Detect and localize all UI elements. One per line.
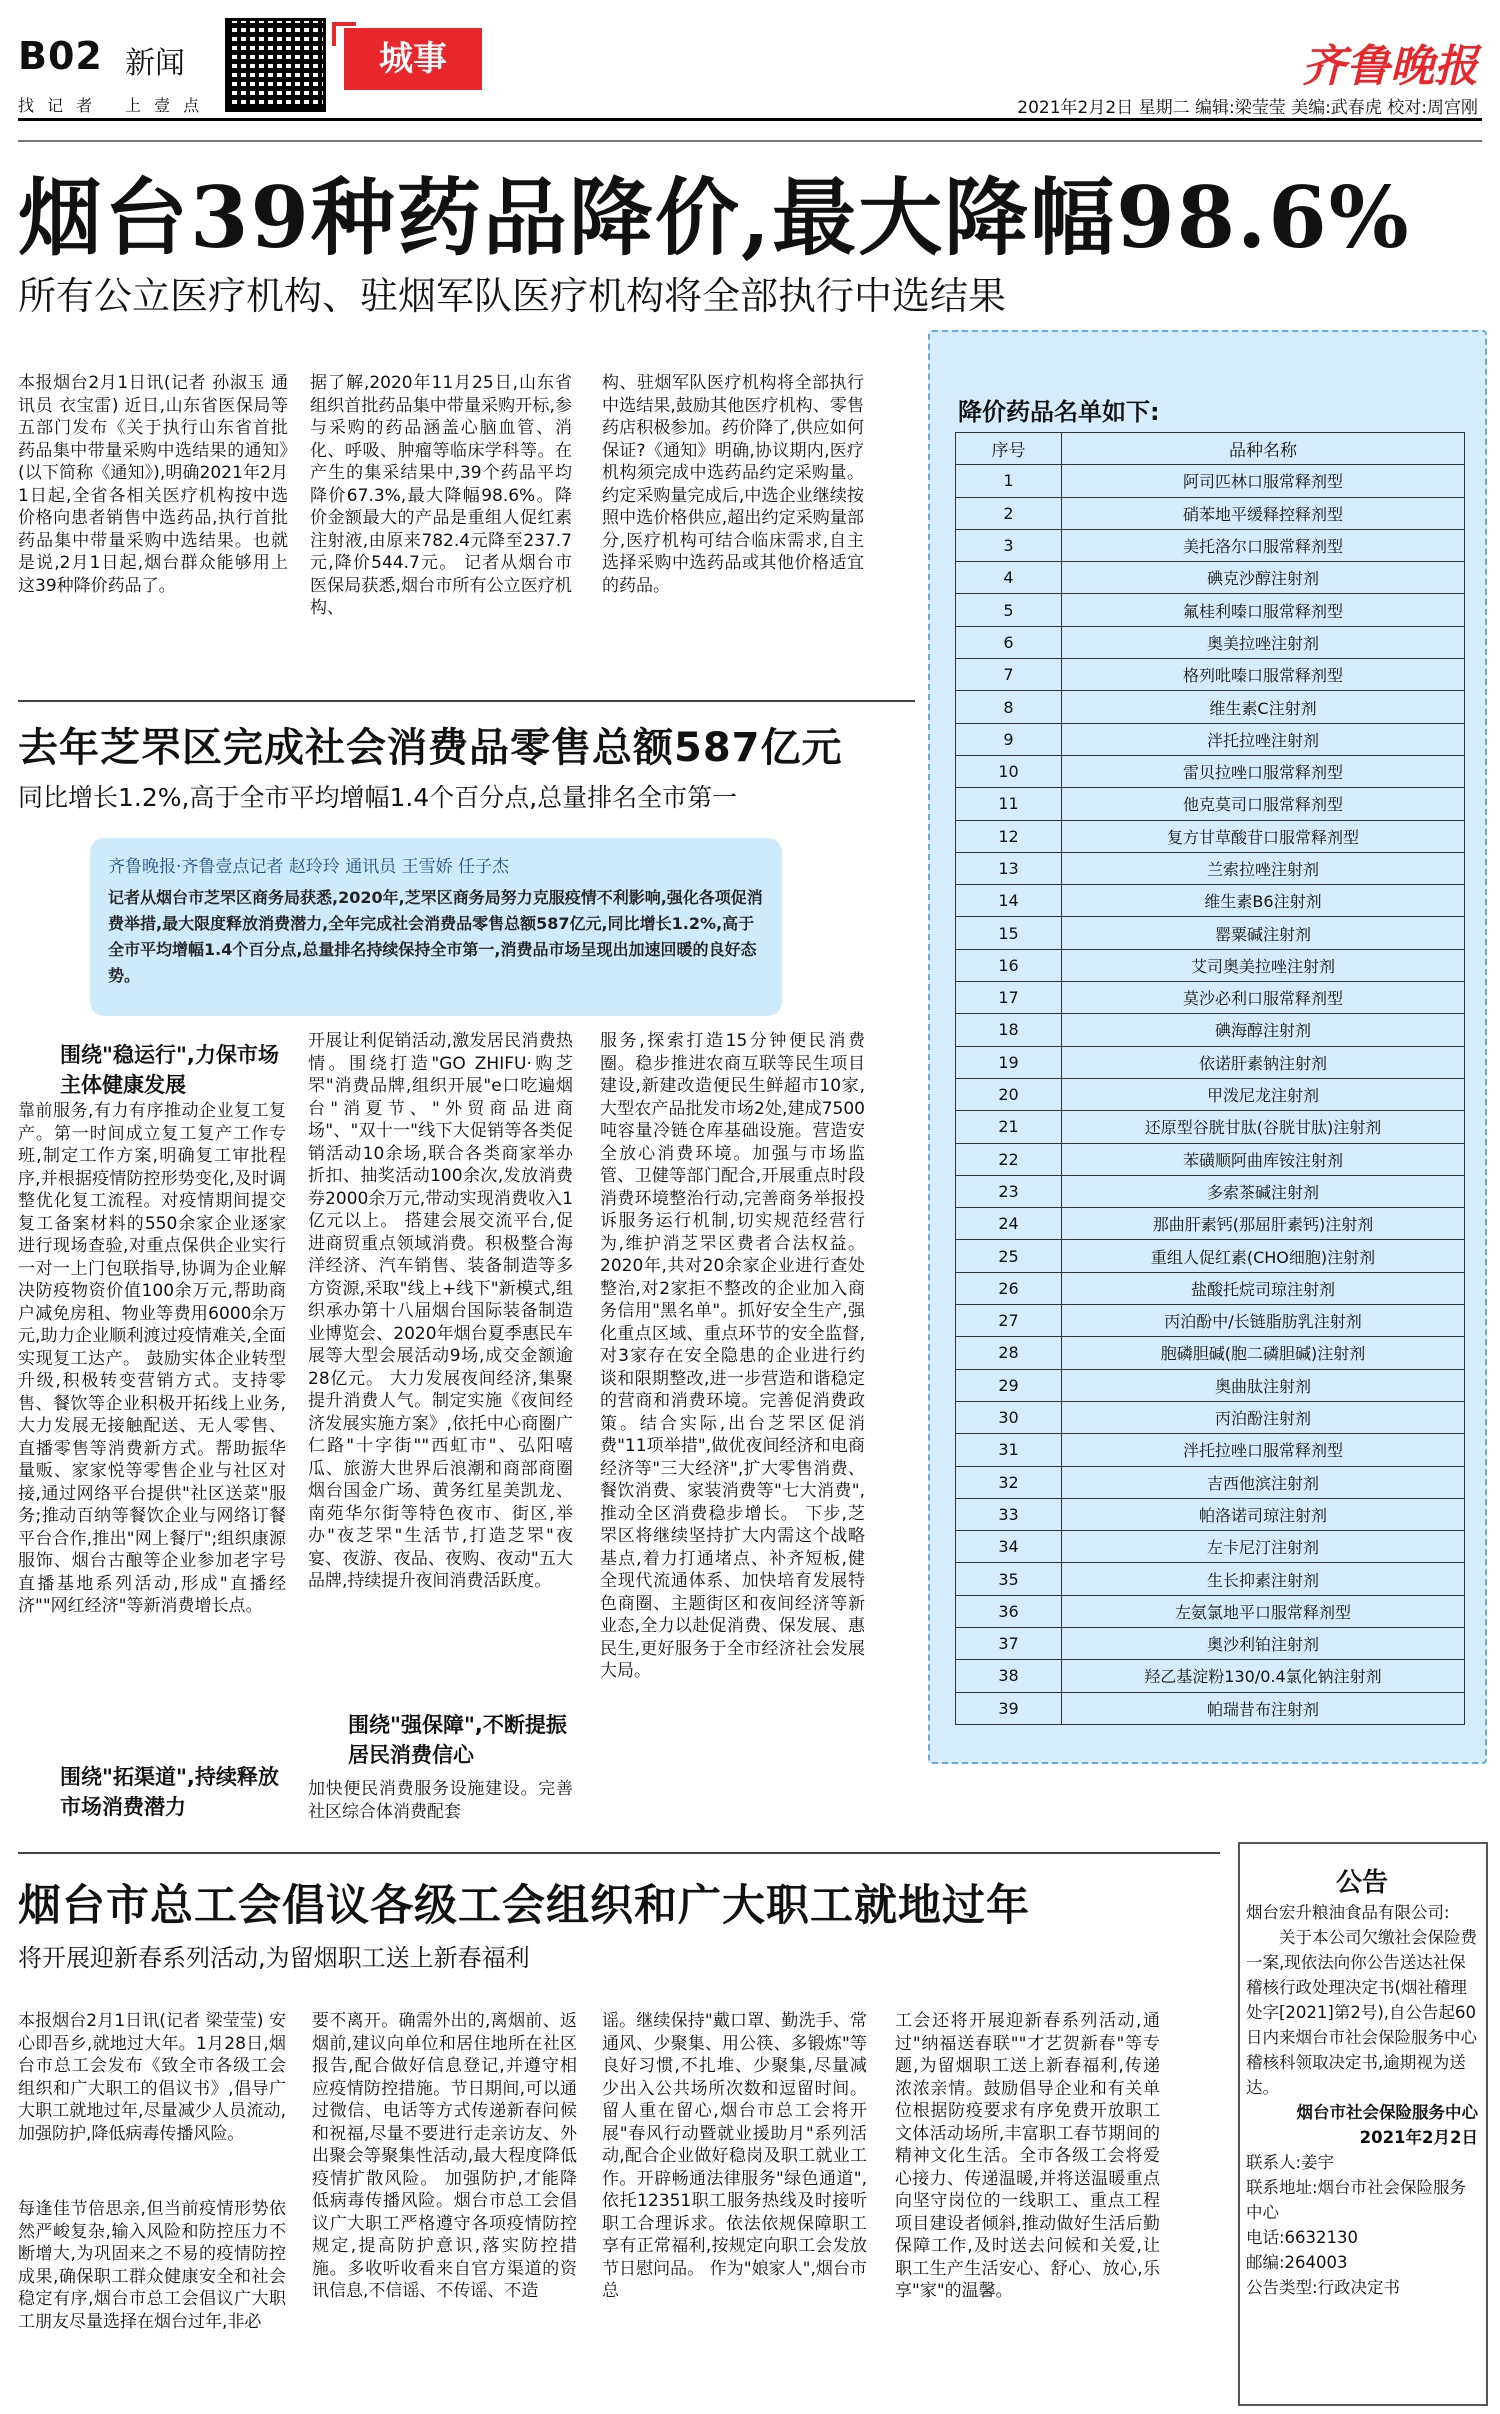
drug-name: 多索茶碱注射剂 [1062, 1175, 1465, 1207]
drug-row [956, 594, 1465, 626]
drug-name: 硝苯地平缓释控释剂型 [1062, 497, 1465, 529]
drug-number: 8 [956, 691, 1062, 723]
section-name: 新闻 [125, 46, 185, 81]
drug-number: 25 [956, 1240, 1062, 1272]
drug-number: 23 [956, 1175, 1062, 1207]
drug-number: 39 [956, 1692, 1062, 1724]
drug-row [956, 529, 1465, 561]
drug-number: 38 [956, 1660, 1062, 1692]
lead-column-3: 构、驻烟军队医疗机构将全部执行中选结果,鼓励其他医疗机构、零售药店积极参加。药价降了,供应如何保证?《通知》明确,协议期内,医疗机构须完成中选药品约定采购量。约定采购量完成后,中选企业继续按照中选价格供应,超出约定采购量部分,医疗机构可结合临床需求,自主选择采购中选药品或其他价格适宜的药品。 [602, 373, 864, 596]
drug-name: 帕洛诺司琼注射剂 [1062, 1498, 1465, 1530]
drug-name: 阿司匹林口服常释剂型 [1062, 465, 1465, 497]
story2-subhead-3: 围绕"强保障",不断提振居民消费信心 [348, 1713, 567, 1767]
drug-row [956, 852, 1465, 884]
notice-postcode: 邮编:264003 [1246, 2253, 1348, 2272]
drug-name: 羟乙基淀粉130/0.4氯化钠注射剂 [1062, 1660, 1465, 1692]
drug-row [956, 1595, 1465, 1627]
drug-name: 格列吡嗪口服常释剂型 [1062, 659, 1465, 691]
story3-headline: 烟台市总工会倡议各级工会组织和广大职工就地过年 [18, 1881, 1030, 1931]
section-tab: 城事 [344, 28, 482, 90]
drug-name: 依诺肝素钠注射剂 [1062, 1046, 1465, 1078]
drug-row [956, 1111, 1465, 1143]
slogan-left: 找 记 者 [18, 96, 97, 115]
drug-name: 维生素B6注射剂 [1062, 885, 1465, 917]
drug-row [956, 982, 1465, 1014]
drug-row [956, 1078, 1465, 1110]
notice-date: 2021年2月2日 [1359, 2128, 1478, 2147]
drug-number: 26 [956, 1272, 1062, 1304]
drug-row [956, 1692, 1465, 1724]
drug-number: 1 [956, 465, 1062, 497]
lead-column-1: 本报烟台2月1日讯(记者 孙淑玉 通讯员 衣宝雷) 近日,山东省医保局等五部门发布《关于执行山东省首批药品集中带量采购中选结果的通知》(以下简称《通知》),明确2021年2月1日起,全省各相关医疗机构按中选价格向患者销售中选药品,执行首批药品集中带量采购中选结果。也就是说,2月1日起,烟台群众能够用上这39种降价药品了。 [18, 373, 288, 596]
drug-number: 17 [956, 982, 1062, 1014]
drug-name: 碘克沙醇注射剂 [1062, 562, 1465, 594]
drug-row [956, 1046, 1465, 1078]
drug-name: 复方甘草酸苷口服常释剂型 [1062, 820, 1465, 852]
divider [18, 1852, 1220, 1854]
drug-row [956, 1498, 1465, 1530]
drug-name: 泮托拉唑口服常释剂型 [1062, 1434, 1465, 1466]
story3-column-1: 本报烟台2月1日讯(记者 梁莹莹) 安心即吾乡,就地过大年。1月28日,烟台市总工会发布《致全市各级工会组织和广大职工的倡议书》,倡导广大职工就地过年,尽量减少人员流动,加强防护,降低病毒传播风险。 [18, 2011, 286, 2144]
drug-row [956, 723, 1465, 755]
drug-number: 18 [956, 1014, 1062, 1046]
drug-number: 4 [956, 562, 1062, 594]
issue-meta: 2021年2月2日 星期二 编辑:梁莹莹 美编:武春虎 校对:周宫刚 [1017, 98, 1478, 118]
qr-code-icon [225, 18, 326, 112]
drug-number: 13 [956, 852, 1062, 884]
header-rule-2 [18, 140, 1482, 142]
drug-table-header [956, 433, 1465, 465]
drug-number: 22 [956, 1143, 1062, 1175]
lead-headline: 烟台39种药品降价,最大降幅98.6% [18, 168, 1411, 267]
drug-row [956, 626, 1465, 658]
story2-column-2a: 开展让利促销活动,激发居民消费热情。围绕打造"GO ZHIFU·购芝罘"消费品牌,组织开展"e口吃遍烟台"消夏节、"外贸商品进商场"、"双十一"线下大促销等各类促销活动10余场,联合各类商家举办折扣、抽奖活动100余次,发放消费券2000余万元,带动实现消费收入1亿元以上。 搭建会展交流平台,促进商贸重点领域消费。积极整合海洋经济、汽车销售、装备制造等多方资源,采取"线上+线下"新模式,组织承办第十八届烟台国际装备制造业博览会、2020年烟台夏季惠民车展等大型会展活动9场,成交金额逾28亿元。 大力发展夜间经济,集聚提升消费人气。制定实施《夜间经济发展实施方案》,依托中心商圈广仁路"十字街""西虹市"、弘阳嘻瓜、旅游大世界后浪潮和商部商圈烟台国金广场、黄务红星美凯龙、南苑华尔街等特色夜市、街区,举办"夜芝罘"生活节,打造芝罘"夜宴、夜游、夜品、夜购、夜动"五大品牌,持续提升夜间消费活跃度。 [308, 1031, 573, 1591]
drug-name: 美托洛尔口服常释剂型 [1062, 529, 1465, 561]
story2-headline: 去年芝罘区完成社会消费品零售总额587亿元 [18, 725, 843, 771]
drug-number: 2 [956, 497, 1062, 529]
drug-table [955, 432, 1465, 1725]
drug-name: 盐酸托烷司琼注射剂 [1062, 1272, 1465, 1304]
drug-name: 丙泊酚中/长链脂肪乳注射剂 [1062, 1305, 1465, 1337]
drug-name: 那曲肝素钙(那屈肝素钙)注射剂 [1062, 1208, 1465, 1240]
drug-name: 生长抑素注射剂 [1062, 1563, 1465, 1595]
drug-name: 胞磷胆碱(胞二磷胆碱)注射剂 [1062, 1337, 1465, 1369]
story3-column-4: 工会还将开展迎新春系列活动,通过"纳福送春联""才艺贺新春"等专题,为留烟职工送上新春福利,传递浓浓亲情。鼓励倡导企业和有关单位根据防疫要求有序免费开放职工文体活动场所,丰富职工春节期间的精神文化生活。全市各级工会将爱心接力、传递温暖,并将送温暖重点向坚守岗位的一线职工、重点工程项目建设者倾斜,推动做好生活后勤保障工作,及时送去问候和关爱,让职工生产生活安心、舒心、放心,乐享"家"的温馨。 [895, 2011, 1160, 2301]
drug-name: 帕瑞昔布注射剂 [1062, 1692, 1465, 1724]
drug-name: 雷贝拉唑口服常释剂型 [1062, 755, 1465, 787]
drug-row [956, 788, 1465, 820]
drug-row [956, 1337, 1465, 1369]
drug-name: 泮托拉唑注射剂 [1062, 723, 1465, 755]
drug-number: 36 [956, 1595, 1062, 1627]
drug-name: 碘海醇注射剂 [1062, 1014, 1465, 1046]
drug-row [956, 1563, 1465, 1595]
drug-number: 12 [956, 820, 1062, 852]
drug-row [956, 755, 1465, 787]
drug-row [956, 1143, 1465, 1175]
drug-name: 苯磺顺阿曲库铵注射剂 [1062, 1143, 1465, 1175]
drug-row [956, 1531, 1465, 1563]
story2-subhead-1: 围绕"稳运行",力保市场主体健康发展 [60, 1043, 279, 1097]
drug-number: 9 [956, 723, 1062, 755]
drug-number: 37 [956, 1627, 1062, 1659]
notice-content [1246, 1900, 1478, 2300]
drug-number: 28 [956, 1337, 1062, 1369]
drug-row [956, 1272, 1465, 1304]
story2-column-2b: 加快便民消费服务设施建设。完善社区综合体消费配套 [308, 1779, 573, 1822]
newspaper-logo: 齐鲁晚报 [1302, 41, 1478, 92]
drug-row [956, 659, 1465, 691]
story2-subhead: 同比增长1.2%,高于全市平均增幅1.4个百分点,总量排名全市第一 [18, 783, 738, 812]
drug-number: 27 [956, 1305, 1062, 1337]
slogan-right: 上 壹 点 [125, 96, 204, 115]
drug-number: 30 [956, 1401, 1062, 1433]
drug-number: 19 [956, 1046, 1062, 1078]
notice-contact: 联系人:姜宇 [1246, 2153, 1335, 2172]
drug-name: 左氨氯地平口服常释剂型 [1062, 1595, 1465, 1627]
drug-row [956, 562, 1465, 594]
drug-name: 重组人促红素(CHO细胞)注射剂 [1062, 1240, 1465, 1272]
drug-name: 氟桂利嗪口服常释剂型 [1062, 594, 1465, 626]
drug-row [956, 1305, 1465, 1337]
drug-name: 他克莫司口服常释剂型 [1062, 788, 1465, 820]
story3-column-3: 谣。继续保持"戴口罩、勤洗手、常通风、少聚集、用公筷、多锻炼"等良好习惯,不扎堆、少聚集,尽量减少出入公共场所次数和逗留时间。 留人重在留心,烟台市总工会将开展"春风行动暨就业援助月"系列活动,配合企业做好稳岗及职工就业工作。开辟畅通法律服务"绿色通道",依托12351职工服务热线及时接听职工合理诉求。依法依规保障职工享有正常福利,按规定向职工会发放节日慰问品。 作为"娘家人",烟台市总 [602, 2011, 867, 2301]
drug-name: 甲泼尼龙注射剂 [1062, 1078, 1465, 1110]
drug-row [956, 1175, 1465, 1207]
page-number: B02 [18, 34, 103, 78]
story3-column-1b: 每逢佳节倍思亲,但当前疫情形势依然严峻复杂,输入风险和防控压力不断增大,为巩固来之不易的疫情防控成果,确保职工群众健康安全和社会稳定有序,烟台市总工会倡议广大职工朋友尽量选择在烟台过年,非必 [18, 2199, 286, 2332]
lead-subhead: 所有公立医疗机构、驻烟军队医疗机构将全部执行中选结果 [18, 274, 1007, 318]
col-header-number: 序号 [956, 433, 1062, 465]
drug-number: 21 [956, 1111, 1062, 1143]
drug-row [956, 885, 1465, 917]
drug-number: 10 [956, 755, 1062, 787]
drug-row [956, 820, 1465, 852]
drug-number: 32 [956, 1466, 1062, 1498]
drug-name: 兰索拉唑注射剂 [1062, 852, 1465, 884]
drug-row [956, 1369, 1465, 1401]
drug-number: 6 [956, 626, 1062, 658]
drug-number: 31 [956, 1434, 1062, 1466]
drug-row [956, 1466, 1465, 1498]
story2-column-1a: 靠前服务,有力有序推动企业复工复产。第一时间成立复工复产工作专班,制定工作方案,明确复工审批程序,并根据疫情防控形势变化,及时调整优化复工流程。对疫情期间提交复工备案材料的550余家企业逐家进行现场查验,对重点保供企业实行一对一上门包联指导,协调为企业解决防疫物资价值100余万元,帮助商户减免房租、物业等费用6000余万元,助力企业顺利渡过疫情难关,全面实现复工达产。 鼓励实体企业转型升级,积极转变营销方式。支持零售、餐饮等企业积极开拓线上业务,大力发展无接触配送、无人零售、直播零售等消费新方式。帮助振华量贩、家家悦等零售企业与社区对接,通过网络平台提供"社区送菜"服务;推动百纳等餐饮企业与网络订餐平台合作,推出"网上餐厅";组织康源服饰、烟台古酿等企业参加老字号直播基地系列活动,形成"直播经济""网红经济"等新消费增长点。 [18, 1101, 286, 1616]
drug-name: 吉西他滨注射剂 [1062, 1466, 1465, 1498]
drug-row [956, 949, 1465, 981]
story2-byline: 齐鲁晚报·齐鲁壹点记者 赵玲玲 通讯员 王雪娇 任子杰 [108, 857, 510, 877]
notice-title: 公告 [1335, 1868, 1388, 1898]
notice-type: 公告类型:行政决定书 [1246, 2278, 1401, 2297]
drug-number: 14 [956, 885, 1062, 917]
drug-name: 奥曲肽注射剂 [1062, 1369, 1465, 1401]
drug-number: 35 [956, 1563, 1062, 1595]
drug-row [956, 691, 1465, 723]
drug-row [956, 1240, 1465, 1272]
drug-row [956, 1208, 1465, 1240]
story3-subhead: 将开展迎新春系列活动,为留烟职工送上新春福利 [18, 1944, 530, 1972]
drug-list-title: 降价药品名单如下: [958, 398, 1160, 426]
notice-recipient: 烟台宏升粮油食品有限公司: [1246, 1903, 1450, 1922]
drug-number: 11 [956, 788, 1062, 820]
drug-name: 奥美拉唑注射剂 [1062, 626, 1465, 658]
notice-signer: 烟台市社会保险服务中心 [1296, 2103, 1478, 2122]
notice-body: 关于本公司欠缴社会保险费一案,现依法向你公告送达社保稽核行政处理决定书(烟社稽理处字[2021]第2号),自公告起60日内来烟台市社会保险服务中心稽核科领取决定书,逾期视为送达。 [1246, 1928, 1477, 2097]
story2-column-3a: 服务,探索打造15分钟便民消费圈。稳步推进农商互联等民生项目建设,新建改造便民生鲜超市10家,大型农产品批发市场2处,建成7500吨容量冷链仓库基础设施。营造安全放心消费环境。加强与市场监管、卫健等部门配合,开展重点时段消费环境整治行动,完善商务举报投诉服务运行机制,切实规范经营行为,维护消芝罘区费者合法权益。2020年,共对20余家企业进行查处整治,对2家拒不整改的企业加入商务信用"黑名单"。抓好安全生产,强化重点区域、重点环节的安全监督,对3家存在安全隐患的企业进行约谈和限期整改,进一步营造和谐稳定的营商和消费环境。完善促消费政策。结合实际,出台芝罘区促消费"11项举措",做优夜间经济和电商经济等"三大经济",扩大零售消费、餐饮消费、家装消费等"七大消费",推动全区消费稳步增长。 下步,芝罘区将继续坚持扩大内需这个战略基点,着力打通堵点、补齐短板,健全现代流通体系、加快培育发展特色商圈、主题街区和夜间经济等新业态,全力以赴促消费、保发展、惠民生,更好服务于全市经济社会发展大局。 [600, 1031, 865, 1681]
drug-number: 34 [956, 1531, 1062, 1563]
drug-row [956, 1014, 1465, 1046]
drug-number: 16 [956, 949, 1062, 981]
col-header-name: 品种名称 [1062, 433, 1465, 465]
drug-number: 29 [956, 1369, 1062, 1401]
drug-number: 33 [956, 1498, 1062, 1530]
drug-name: 奥沙利铂注射剂 [1062, 1627, 1465, 1659]
drug-number: 20 [956, 1078, 1062, 1110]
drug-row [956, 1401, 1465, 1433]
drug-row [956, 917, 1465, 949]
drug-row [956, 1660, 1465, 1692]
lead-column-2: 据了解,2020年11月25日,山东省组织首批药品集中带量采购开标,参与采购的药品涵盖心脑血管、消化、呼吸、肿瘤等临床学科等。在产生的集采结果中,39个药品平均降价67.3%,最大降幅98.6%。降价金额最大的产品是重组人促红素注射液,由原来782.4元降至237.7元,降价544.7元。 记者从烟台市医保局获悉,烟台市所有公立医疗机构、 [310, 373, 572, 618]
story3-column-2: 要不离开。确需外出的,离烟前、返烟前,建议向单位和居住地所在社区报告,配合做好信息登记,并遵守相应疫情防控措施。节日期间,可以通过微信、电话等方式传递新春问候和祝福,尽量不要进行走亲访友、外出聚会等聚集性活动,最大程度降低疫情扩散风险。 加强防护,才能降低病毒传播风险。烟台市总工会倡议广大职工严格遵守各项疫情防控规定,提高防护意识,落实防控措施。多收听收看来自官方渠道的资讯信息,不信谣、不传谣、不造 [312, 2011, 577, 2301]
drug-name: 艾司奥美拉唑注射剂 [1062, 949, 1465, 981]
header-rule [18, 118, 1482, 121]
drug-name: 左卡尼汀注射剂 [1062, 1531, 1465, 1563]
drug-row [956, 465, 1465, 497]
drug-row [956, 1627, 1465, 1659]
drug-row [956, 497, 1465, 529]
drug-number: 3 [956, 529, 1062, 561]
drug-name: 莫沙必利口服常释剂型 [1062, 982, 1465, 1014]
divider [18, 700, 915, 702]
drug-number: 24 [956, 1208, 1062, 1240]
drug-number: 15 [956, 917, 1062, 949]
drug-row [956, 1434, 1465, 1466]
story2-intro: 记者从烟台市芝罘区商务局获悉,2020年,芝罘区商务局努力克服疫情不利影响,强化各项促消费举措,最大限度释放消费潜力,全年完成社会消费品零售总额587亿元,同比增长1.2%,高于全市平均增幅1.4个百分点,总量排名持续保持全市第一,消费品市场呈现出加速回暖的良好态势。 [108, 888, 763, 985]
drug-name: 还原型谷胱甘肽(谷胱甘肽)注射剂 [1062, 1111, 1465, 1143]
drug-name: 丙泊酚注射剂 [1062, 1401, 1465, 1433]
notice-phone: 电话:6632130 [1246, 2228, 1359, 2247]
drug-name: 罂粟碱注射剂 [1062, 917, 1465, 949]
story2-subhead-2: 围绕"拓渠道",持续释放市场消费潜力 [60, 1765, 279, 1819]
notice-address: 联系地址:烟台市社会保险服务中心 [1246, 2178, 1467, 2222]
drug-number: 7 [956, 659, 1062, 691]
drug-number: 5 [956, 594, 1062, 626]
drug-name: 维生素C注射剂 [1062, 691, 1465, 723]
